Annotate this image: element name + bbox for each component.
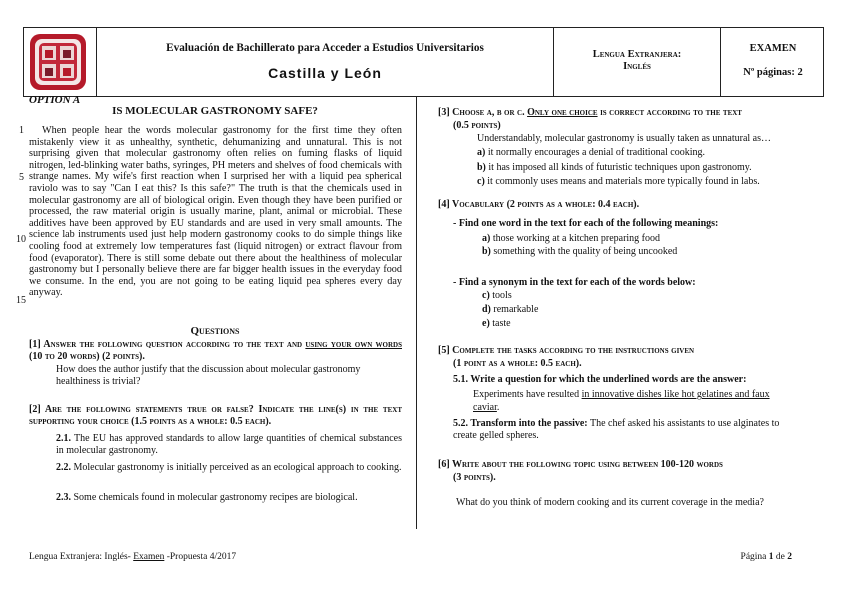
q4-item-c-letter: c) <box>482 290 490 301</box>
q4-item-a-letter: a) <box>482 233 491 244</box>
q4-item-e-letter: e) <box>482 318 490 329</box>
footer-left <box>29 552 236 562</box>
q5-item-1-underlined: in innovative dishes like hot gelatines and faux caviar <box>473 389 770 413</box>
q4-item-b <box>482 246 677 258</box>
q1-heading-a: Answer the following question according to the text and <box>43 339 306 350</box>
q3-heading-b: is correct according to the text <box>597 107 742 118</box>
q3-option-a <box>477 147 807 159</box>
q3-option-c-text: it commonly uses means and materials more typically found in labs. <box>487 176 760 187</box>
q3-stem: Understandably, molecular gastronomy is usually taken as unnatural as… <box>477 133 771 144</box>
q3-heading <box>438 107 808 119</box>
q6-prompt: What do you think of modern cooking and its current coverage in the media? <box>456 497 764 508</box>
q4-item-d-letter: d) <box>482 304 491 315</box>
q3-option-a-text: it normally encourages a denial of traditional cooking. <box>487 147 705 158</box>
q3-option-c-letter: c) <box>477 176 485 187</box>
header-subject-cell <box>553 28 720 96</box>
q4-part-1: - Find one word in the text for each of the following meanings: <box>453 218 719 229</box>
article-body <box>29 125 402 299</box>
q3-heading-a: Choose a, b or c. <box>452 107 528 118</box>
q2-heading <box>29 404 402 428</box>
page-total: 2 <box>787 552 792 562</box>
q2-item-1 <box>56 433 402 457</box>
q5-item-2-text-a: The chef asked his assistants to use alginates to create gelled spheres. <box>453 418 780 441</box>
q5-item-2-label: 5.2. Transform into the passive: <box>453 418 588 429</box>
q2-item-2-text: Molecular gastronomy is initially perceived as an ecological approach to cooking. <box>73 462 402 473</box>
q3-option-c <box>477 176 807 188</box>
footer-proposal: -Propuesta 4/2017 <box>164 552 237 562</box>
q4-heading-text: Vocabulary (2 points as a whole: 0.4 each). <box>452 199 640 210</box>
subject-line-2: Inglés <box>623 61 651 72</box>
q4-item-b-text: something with the quality of being uncooked <box>493 246 678 257</box>
exam-header <box>23 27 824 97</box>
q2-item-2 <box>56 462 402 474</box>
q4-item-d <box>482 304 538 316</box>
q3-option-b-letter: b) <box>477 162 486 173</box>
page-indicator <box>741 552 792 562</box>
article-text: When people hear the words molecular gastronomy for the first time they often mistakenly view it as unhealthy, synthetic, dehumanizing and unnatural. This is not surprising given that molecular gastronomy often relies on fuming flasks of liquid nitrogen, led-blinking water baths, syringes, PH meters and shelves of food chemicals with strange names. My wife's first reaction when I surprised her with a liquid pea spherical raviolo was to say "Can I eat this? Is this safe?" The truth is that the chemicals used in molecular gastronomy are all of biological origin. Even though they have been purified or processed, the raw material origin is usually marine, plant, animal or microbial. These additives have been approved by EU standards and are used in very small amounts. The science lab instruments used just help modern gastronomy cooks to do simple things like cooling food at extremely low temperatures fast (liquid nitrogen) or extract flavour from food (evaporator). There is still some debate out there about the healthiness of molecular gastronomy but I personally believe there are far bigger health issues in the everyday food we consume. In the end, you are not going to be eating liquid pea spheres every day anyway. <box>29 125 402 299</box>
q3-heading-underlined: Only one choice <box>527 107 598 118</box>
footer-exam: Examen <box>133 552 165 562</box>
q4-item-a-text: those working at a kitchen preparing food <box>492 233 661 244</box>
q2-item-3-text: Some chemicals found in molecular gastronomy recipes are biological. <box>73 492 358 503</box>
footer-subject: Lengua Extranjera: Inglés- <box>29 552 134 562</box>
subject-line-1: Lengua Extranjera: <box>592 49 682 60</box>
q6-heading <box>438 459 808 471</box>
line-number-10: 10 <box>16 234 26 245</box>
q5-item-1-sentence <box>473 388 796 414</box>
q1-body: How does the author justify that the discussion about molecular gastronomy healthiness is trivial? <box>56 364 361 387</box>
q5-number: [5] <box>438 345 450 356</box>
q6-points: (3 points). <box>453 472 496 483</box>
q2-heading-text: Are the following statements true or false? Indicate the line(s) in the text supporting your choice (1.5 points as a whole: 0.5 each). <box>29 404 402 427</box>
header-title-cell <box>96 28 553 96</box>
q4-item-c-text: tools <box>492 290 512 301</box>
q5-heading <box>438 345 808 357</box>
q3-option-b <box>477 162 807 174</box>
line-number-1: 1 <box>19 125 24 136</box>
q5-item-2 <box>453 418 796 442</box>
q1-heading-b: (10 to 20 words) (2 points). <box>29 351 145 362</box>
q6-number: [6] <box>438 459 450 470</box>
questions-heading: Questions <box>190 325 240 337</box>
option-label: OPTION A <box>29 94 81 106</box>
article-title: IS MOLECULAR GASTRONOMY SAFE? <box>112 105 318 117</box>
q2-item-1-text: The EU has approved standards to allow large quantities of chemical substances in molecular gastronomy. <box>56 433 402 456</box>
region-name: Castilla y León <box>268 65 382 81</box>
q4-heading <box>438 199 808 211</box>
line-number-5: 5 <box>19 172 24 183</box>
page-label: Página <box>740 552 769 562</box>
q5-heading-text: Complete the tasks according to the instructions given <box>452 345 695 356</box>
q4-number: [4] <box>438 199 450 210</box>
q3-option-b-text: it has imposed all kinds of futuristic techniques upon gastronomy. <box>488 162 752 173</box>
q4-item-e <box>482 318 511 330</box>
exam-label: EXAMEN <box>749 43 797 54</box>
page-of: de <box>773 552 788 562</box>
q4-item-a <box>482 233 660 245</box>
q1-heading <box>29 339 402 363</box>
line-number-15: 15 <box>16 295 26 306</box>
q2-item-2-number: 2.2. <box>56 462 71 473</box>
q3-number: [3] <box>438 107 450 118</box>
q2-item-3 <box>56 492 402 504</box>
q4-item-e-text: taste <box>492 318 511 329</box>
q4-part-2: - Find a synonym in the text for each of the words below: <box>453 277 696 288</box>
q1-number: [1] <box>29 339 41 350</box>
q4-item-c <box>482 290 512 302</box>
q2-item-3-number: 2.3. <box>56 492 71 503</box>
q3-option-a-letter: a) <box>477 147 486 158</box>
q1-heading-underlined: using your own words <box>305 339 402 350</box>
column-divider <box>416 97 417 529</box>
q5-item-1-text-b: . <box>496 402 500 413</box>
q4-item-d-text: remarkable <box>493 304 539 315</box>
q2-item-1-number: 2.1. <box>56 433 71 444</box>
q4-item-b-letter: b) <box>482 246 491 257</box>
pages-label: Nº páginas: 2 <box>743 67 803 78</box>
q6-heading-text: Write about the following topic using between 100-120 words <box>452 459 723 470</box>
q2-number: [2] <box>29 404 41 415</box>
exam-title: Evaluación de Bachillerato para Acceder a Estudios Universitarios <box>166 42 484 54</box>
q5-points: (1 point as a whole: 0.5 each). <box>453 358 582 369</box>
q5-item-1-text-a: Experiments have resulted <box>473 389 582 400</box>
q5-item-1-label: 5.1. Write a question for which the underlined words are the answer: <box>453 374 747 385</box>
q3-points: (0.5 points) <box>453 120 501 131</box>
page-current: 1 <box>768 552 774 562</box>
university-crest-logo <box>28 32 88 92</box>
header-exam-cell <box>720 28 825 96</box>
